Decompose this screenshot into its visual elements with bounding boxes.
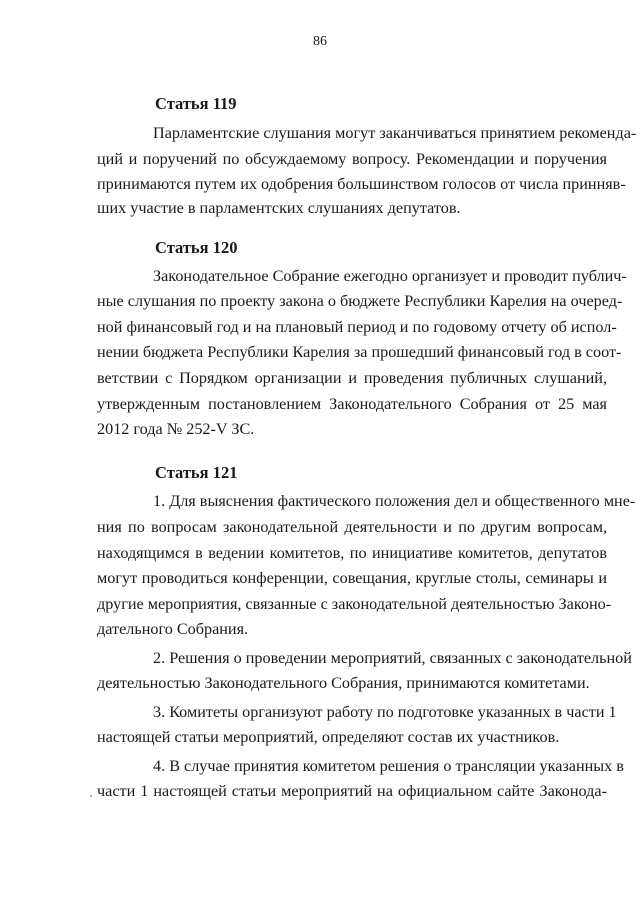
text-line: ные слушания по проекту закона о бюджете Республики Карелия на очеред-: [97, 292, 623, 310]
text-line: части 1 настоящей статьи мероприятий на официальном сайте Законода-: [97, 782, 607, 800]
article-heading-121: Статья 121: [155, 463, 238, 482]
article-heading-120: Статья 120: [155, 238, 238, 257]
text-line: настоящей статьи мероприятий, определяют состав их участников.: [97, 728, 560, 746]
scan-speck: [90, 795, 92, 797]
text-line: 1. Для выяснения фактического положения дел и общественного мне-: [153, 492, 636, 510]
text-line: 4. В случае принятия комитетом решения о трансляции указанных в: [153, 757, 624, 775]
text-line: 2. Решения о проведении мероприятий, связанных с законодательной: [153, 649, 632, 667]
text-line: деятельностью Законодательного Собрания, принимаются комитетами.: [97, 674, 590, 692]
text-line: могут проводиться конференции, совещания, круглые столы, семинары и: [97, 569, 607, 587]
article-heading-119: Статья 119: [155, 94, 237, 113]
text-line: 2012 года № 252-V ЗС.: [97, 420, 255, 438]
text-line: ших участие в парламентских слушаниях депутатов.: [97, 199, 461, 217]
text-line: Законодательное Собрание ежегодно организует и проводит публич-: [153, 267, 627, 285]
text-line: утвержденным постановлением Законодательного Собрания от 25 мая: [97, 395, 607, 413]
text-line: другие мероприятия, связанные с законодательной деятельностью Законо-: [97, 595, 612, 613]
text-line: ветствии с Порядком организации и проведения публичных слушаний,: [97, 369, 607, 387]
text-line: Парламентские слушания могут заканчиваться принятием рекоменда-: [153, 124, 637, 142]
text-line: ния по вопросам законодательной деятельности и по другим вопросам,: [97, 518, 607, 536]
text-line: дательного Собрания.: [97, 620, 249, 638]
text-line: находящимся в ведении комитетов, по инициативе комитетов, депутатов: [97, 544, 607, 562]
text-line: принимаются путем их одобрения большинством голосов от числа принняв-: [97, 175, 626, 193]
text-line: нении бюджета Республики Карелия за прошедший финансовый год в соот-: [97, 343, 622, 361]
text-line: ной финансовый год и на плановый период и по годовому отчету об испол-: [97, 318, 617, 336]
text-line: ций и поручений по обсуждаемому вопросу. Рекомендации и поручения: [97, 150, 607, 168]
page-number: 86: [313, 34, 327, 49]
text-line: 3. Комитеты организуют работу по подготовке указанных в части 1: [153, 703, 617, 721]
